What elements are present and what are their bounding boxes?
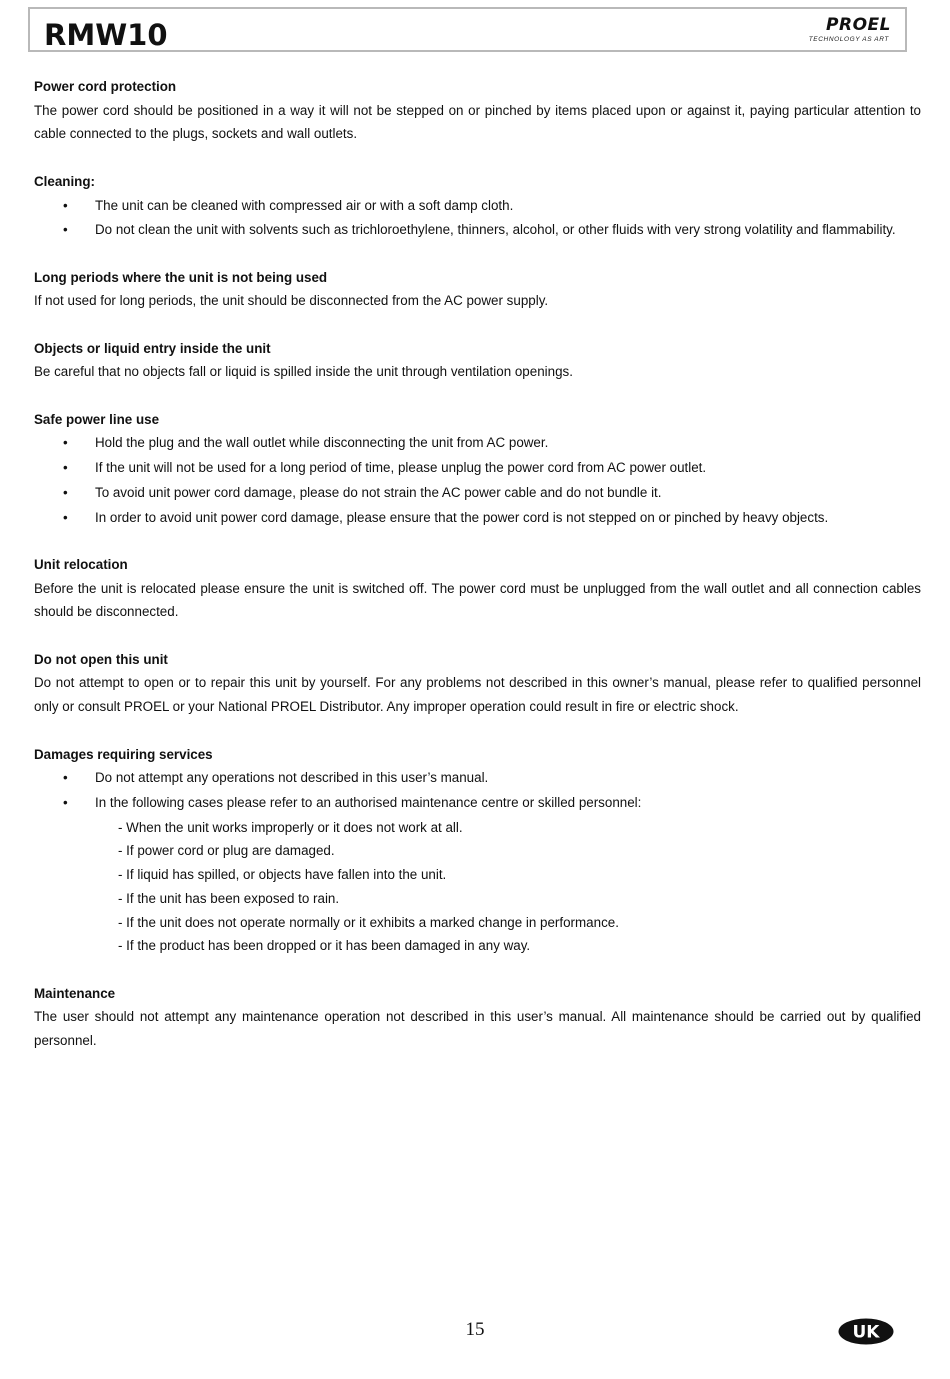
list-item-text: To avoid unit power cord damage, please do not strain the AC power cable and do not bundle it. [95,484,662,500]
bullet-icon: • [63,222,68,238]
sub-list-item: - If the unit does not operate normally or it exhibits a marked change in performance. [118,914,619,930]
list-item-text: The unit can be cleaned with compressed air or with a soft damp cloth. [95,197,514,213]
section-heading: Power cord protection [34,79,177,94]
bullet-icon: • [63,197,68,213]
section-power-cord-protection [34,75,921,146]
uk-badge-label: UK [852,1322,880,1343]
section-heading: Cleaning: [34,173,96,189]
list-item-text: Hold the plug and the wall outlet while disconnecting the unit from AC power. [95,435,549,451]
section-paragraph: Do not attempt to open or to repair this unit by yourself. For any problems not described in this owner’s manual, please refer to qualified personnel only or consult PROEL or your National PROEL Distributor. Any improper operation could result in fire or electric shock. [34,675,921,715]
section-heading: Safe power line use [34,411,160,427]
bullet-icon: • [63,794,68,810]
section-objects-liquid [34,337,921,384]
logo-wordmark: PROEL [826,15,891,35]
list-item [34,218,921,242]
bullet-icon: • [63,509,68,525]
proel-logo [801,15,891,45]
section-do-not-open [34,648,921,719]
section-paragraph: Be careful that no objects fall or liquid is spilled inside the unit through ventilation openings. [34,364,573,380]
section-paragraph: If not used for long periods, the unit should be disconnected from the AC power supply. [34,293,549,309]
list-item [34,194,921,218]
list-item [34,481,921,505]
bullet-icon: • [63,770,68,786]
section-heading: Unit relocation [34,556,128,572]
section-unit-relocation [34,553,921,624]
section-heading: Do not open this unit [34,651,168,667]
list-item [34,506,921,530]
section-heading: Maintenance [34,985,116,1001]
section-paragraph: Before the unit is relocated please ensure the unit is switched off. The power cord must be unplugged from the wall outlet and all connection cables should be disconnected. [34,580,921,620]
list-item-text: In order to avoid unit power cord damage, please ensure that the power cord is not stepped on or pinched by heavy objects. [95,509,829,525]
section-safe-power-line [34,408,921,530]
list-item-text: Do not attempt any operations not described in this user’s manual. [95,770,489,786]
list-item [34,791,921,815]
sub-list [34,816,921,958]
uk-language-badge [838,1318,894,1345]
list-item-text: Do not clean the unit with solvents such as trichloroethylene, thinners, alcohol, or other fluids with very strong volatility and flammability. [95,222,896,238]
section-damages-requiring-services [34,743,921,958]
sub-list-item: - If power cord or plug are damaged. [118,843,335,859]
list-item-text: In the following cases please refer to an authorised maintenance centre or skilled personnel: [95,794,642,810]
model-title: RMW10 [44,18,168,52]
page-header [28,7,907,52]
bullet-icon: • [63,484,68,500]
list-item [34,766,921,790]
bullet-list [34,431,921,529]
bullet-icon: • [63,460,68,476]
document-body [34,75,921,1076]
logo-tagline: TECHNOLOGY AS ART [808,36,889,43]
section-paragraph: The user should not attempt any maintenance operation not described in this user’s manual. All maintenance should be carried out by qualified personnel. [34,1009,921,1048]
section-long-periods [34,266,921,313]
list-item [34,456,921,480]
sub-list-item: - If the unit has been exposed to rain. [118,890,340,906]
list-item-text: If the unit will not be used for a long period of time, please unplug the power cord from AC power outlet. [95,460,707,476]
sub-list-item: - If liquid has spilled, or objects have fallen into the unit. [118,867,447,883]
bullet-list [34,194,921,242]
bullet-list [34,766,921,814]
section-heading: Objects or liquid entry inside the unit [34,340,271,356]
sub-list-item: - When the unit works improperly or it does not work at all. [118,819,463,835]
sub-list-item: - If the product has been dropped or it has been damaged in any way. [118,938,531,954]
page-number: 15 [465,1319,485,1340]
list-item [34,431,921,455]
section-heading: Damages requiring services [34,746,213,762]
section-heading: Long periods where the unit is not being used [34,269,328,285]
section-cleaning [34,170,921,242]
section-paragraph: The power cord should be positioned in a way it will not be stepped on or pinched by items placed upon or against it, paying particular attention to cable connected to the plugs, sockets and wall outlets. [34,102,921,142]
section-maintenance [34,982,921,1053]
bullet-icon: • [63,435,68,451]
